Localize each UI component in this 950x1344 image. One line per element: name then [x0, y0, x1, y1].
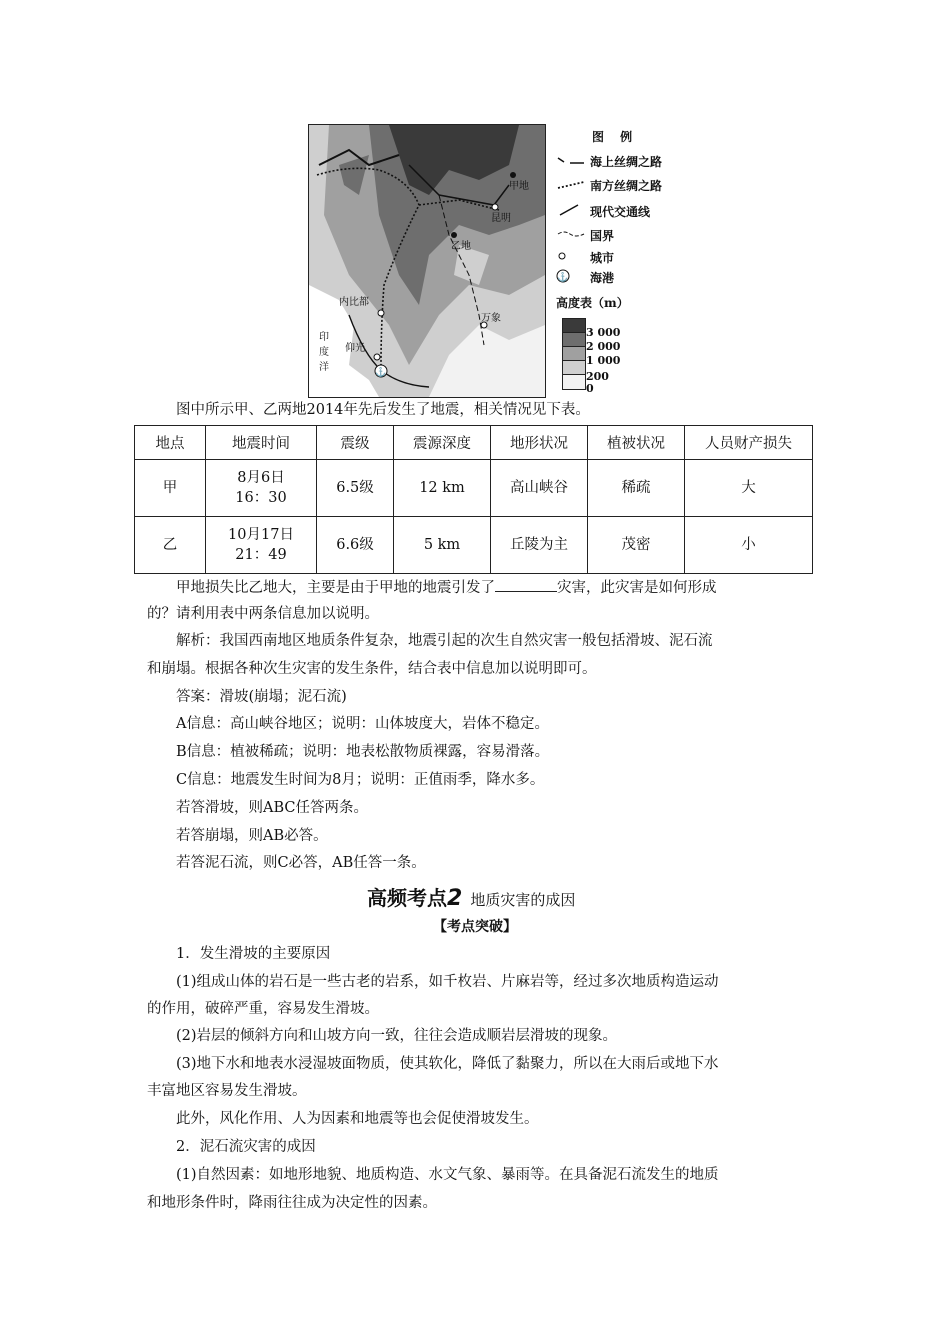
elevation-scale-bar [562, 318, 586, 390]
content-para-2: (2)岩层的倾斜方向和山坡方向一致，往往会造成顺岩层滑坡的现象。 [176, 1028, 618, 1044]
content-para-3a: (3)地下水和地表水浸湿坡面物质，使其软化，降低了黏聚力，所以在大雨后或地下水 [176, 1056, 719, 1072]
content-para-4: 此外，风化作用、人为因素和地震等也会促使滑坡发生。 [176, 1111, 539, 1127]
cell-terrain: 丘陵为主 [491, 517, 588, 574]
legend-item-seaport: ⚓ 海港 [556, 268, 614, 286]
elevation-label-2000: 2 000 [586, 340, 621, 353]
maritime-silk-road-icon [556, 154, 590, 169]
answer-rule-2: 若答崩塌，则AB必答。 [176, 828, 328, 844]
svg-text:⚓: ⚓ [557, 272, 569, 283]
label-indian-ocean-1: 印 [319, 332, 329, 343]
header-time: 地震时间 [206, 426, 317, 460]
city-icon [556, 250, 590, 265]
answer-info-a: A信息：高山峡谷地区；说明：山体坡度大，岩体不稳定。 [176, 716, 549, 732]
answer-info-b: B信息：植被稀疏；说明：地表松散物质裸露，容易滑落。 [176, 744, 550, 760]
terrain-map [308, 124, 546, 398]
answer-rule-1: 若答滑坡，则ABC任答两条。 [176, 800, 368, 816]
content-heading-1: 1．发生滑坡的主要原因 [176, 946, 331, 962]
yi-marker [451, 232, 457, 238]
analysis-line-1: 解析：我国西南地区地质条件复杂，地震引起的次生自然灾害一般包括滑坡、泥石流 [176, 633, 713, 649]
content-para-1b: 的作用，破碎严重，容易发生滑坡。 [147, 1001, 379, 1017]
label-kunming: 昆明 [491, 213, 511, 224]
label-jia: 甲地 [509, 181, 529, 192]
jia-marker [510, 172, 516, 178]
content-para-5b: 和地形条件时，降雨往往成为决定性的因素。 [147, 1195, 437, 1211]
header-vegetation: 植被状况 [588, 426, 685, 460]
cell-loss: 大 [685, 460, 813, 517]
content-para-3b: 丰富地区容易发生滑坡。 [147, 1083, 307, 1099]
national-border-icon [556, 228, 590, 243]
kunming-city-icon [492, 204, 498, 210]
table-row [135, 460, 813, 517]
cell-magnitude: 6.5级 [317, 460, 394, 517]
header-depth: 震源深度 [394, 426, 491, 460]
modern-transport-line-icon [556, 203, 590, 220]
elevation-title: 高度表（m） [556, 296, 629, 310]
label-vientiane: 万象 [481, 313, 501, 324]
cell-terrain: 高山峡谷 [491, 460, 588, 517]
cell-place: 乙 [135, 517, 206, 574]
answer-info-c: C信息：地震发生时间为8月；说明：正值雨季，降水多。 [176, 772, 545, 788]
elevation-label-200: 200 [586, 370, 609, 383]
cell-depth: 5 km [394, 517, 491, 574]
cell-place: 甲 [135, 460, 206, 517]
legend-item-modern-transport-line: 现代交通线 [556, 202, 650, 220]
table-header-row [135, 426, 813, 460]
section-number: 2 [447, 886, 463, 911]
header-terrain: 地形状况 [491, 426, 588, 460]
seaport-icon [556, 268, 590, 287]
yangon-city-icon [374, 354, 380, 360]
content-para-1a: (1)组成山体的岩石是一些古老的岩系，如千枚岩、片麻岩等，经过多次地质构造运动 [176, 974, 719, 990]
label-indian-ocean-2: 度 [319, 347, 329, 358]
table-row [135, 517, 813, 574]
label-yangon: 仰光 [345, 343, 365, 354]
elevation-label-1000: 1 000 [586, 354, 621, 367]
answer-line: 答案：滑坡(崩塌；泥石流) [176, 689, 347, 705]
question-line-2: 的？请利用表中两条信息加以说明。 [147, 606, 379, 622]
terrain-map-graphic [309, 125, 545, 397]
naypyidaw-city-icon [378, 310, 384, 316]
label-yi: 乙地 [451, 241, 471, 252]
cell-vegetation: 茂密 [588, 517, 685, 574]
label-naypyidaw: 内比都 [339, 297, 369, 308]
answer-blank [495, 577, 557, 592]
cell-time: 8月6日 16：30 [206, 460, 317, 517]
earthquake-table [134, 425, 813, 574]
section-tag: 【考点突破】 [433, 919, 517, 935]
question-line-1: 甲地损失比乙地大，主要是由于甲地的地震引发了 灾害，此灾害是如何形成 [176, 577, 717, 598]
svg-text:⚓: ⚓ [375, 368, 387, 378]
content-para-5a: (1)自然因素：如地形地貌、地质构造、水文气象、暴雨等。在具备泥石流发生的地质 [176, 1167, 719, 1183]
legend-title: 图 例 [592, 130, 639, 144]
analysis-line-2: 和崩塌。根据各种次生灾害的发生条件，结合表中信息加以说明即可。 [147, 661, 597, 677]
cell-magnitude: 6.6级 [317, 517, 394, 574]
section-title: 高频考点 [367, 886, 447, 910]
southern-silk-road-icon [556, 178, 590, 193]
header-place: 地点 [135, 426, 206, 460]
section-heading [367, 882, 575, 911]
cell-depth: 12 km [394, 460, 491, 517]
header-loss: 人员财产损失 [685, 426, 813, 460]
answer-rule-3: 若答泥石流，则C必答，AB任答一条。 [176, 855, 426, 871]
legend-item-southern-silk-road: 南方丝绸之路 [556, 176, 662, 194]
header-magnitude: 震级 [317, 426, 394, 460]
elevation-label-0: 0 [586, 382, 594, 395]
legend-item-city: 城市 [556, 248, 614, 266]
legend-item-national-border: 国界 [556, 226, 614, 244]
elevation-label-3000: 3 000 [586, 326, 621, 339]
content-heading-2: 2．泥石流灾害的成因 [176, 1139, 316, 1155]
legend-item-maritime-silk-road: 海上丝绸之路 [556, 152, 662, 170]
cell-loss: 小 [685, 517, 813, 574]
label-indian-ocean-3: 洋 [319, 362, 329, 373]
map-legend [556, 124, 716, 396]
cell-vegetation: 稀疏 [588, 460, 685, 517]
cell-time: 10月17日 21：49 [206, 517, 317, 574]
intro-text: 图中所示甲、乙两地2014年先后发生了地震，相关情况见下表。 [176, 402, 590, 418]
section-subtitle: 地质灾害的成因 [470, 891, 576, 909]
